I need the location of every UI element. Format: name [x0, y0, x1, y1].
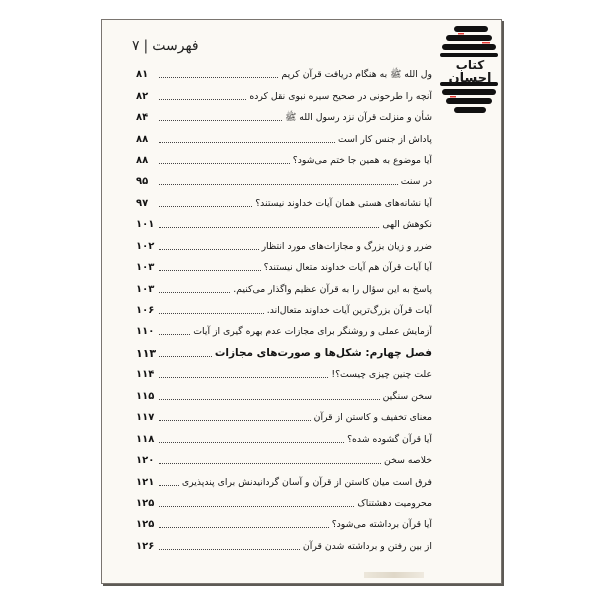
toc-entry-page: ۱۲۵ [136, 519, 155, 531]
toc-entry-title: نکوهش الهی [382, 219, 432, 231]
toc-entry-page: ۱۰۶ [136, 305, 155, 317]
toc-entry-title: از بین رفتن و برداشته شدن قرآن [302, 540, 432, 552]
toc-entry-title: آیا موضوع به همین جا ختم می‌شود؟ [292, 154, 432, 166]
page-smudge [364, 572, 424, 578]
toc-entry-title: خلاصه سخن [384, 455, 432, 467]
toc-leader-dots [159, 184, 398, 185]
toc-leader-dots [159, 227, 379, 228]
toc-entry [136, 493, 432, 514]
toc-entry-title: فصل چهارم: شکل‌ها و صورت‌های مجازات [214, 347, 432, 360]
toc-entry [136, 278, 432, 299]
running-header [132, 38, 199, 54]
toc-leader-dots [159, 356, 212, 357]
toc-entry-title: ضرر و زیان بزرگ و مجازات‌های مورد انتظار [261, 240, 432, 252]
toc-leader-dots [159, 463, 381, 464]
toc-entry-page: ۸۱ [136, 69, 149, 81]
toc-leader-dots [159, 249, 259, 250]
toc-leader-dots [159, 506, 354, 507]
toc-entry-page: ۱۲۵ [136, 497, 155, 509]
toc-entry-page: ۸۸ [136, 154, 149, 166]
toc-entry [136, 536, 432, 557]
toc-entry-title: آزمایش عملی و روشنگر برای مجازات عدم بهره گیری از آیات [193, 326, 432, 338]
toc-entry [136, 257, 432, 278]
toc-entry [136, 171, 432, 192]
toc-entry-title: پاداش از جنس کار است [337, 133, 432, 145]
toc-entry [136, 386, 432, 407]
toc-entry-title: آیا قرآن گشوده شده؟ [347, 433, 432, 445]
toc-entry-page: ۱۰۳ [136, 283, 155, 295]
toc-entry-title: آیات قرآن بزرگ‌ترین آیات خداوند متعال‌اند. [266, 305, 432, 317]
toc-chapter-entry [136, 343, 432, 364]
toc-entry-page: ۱۱۴ [136, 369, 155, 381]
toc-entry [136, 150, 432, 171]
toc-leader-dots [159, 99, 246, 100]
toc-entry-page: ۱۱۰ [136, 326, 155, 338]
toc-entry [136, 128, 432, 149]
toc-entry-page: ۱۲۱ [136, 476, 155, 488]
toc-leader-dots [159, 377, 328, 378]
logo-line-2: احسان [448, 71, 492, 86]
toc-entry-title: معنای تخفیف و کاستن از قرآن [313, 412, 432, 424]
toc-leader-dots [159, 120, 282, 121]
logo-line-1: کتاب [455, 58, 485, 72]
toc-entry-title: فرق است میان کاستن از قرآن و آسان گردانیدنش برای پندپذیری [181, 476, 432, 488]
toc-entry-page: ۹۵ [136, 176, 149, 188]
toc-leader-dots [159, 334, 190, 335]
header-separator: | [143, 38, 149, 54]
toc-leader-dots [159, 485, 179, 486]
toc-leader-dots [159, 527, 329, 528]
toc-entry [136, 407, 432, 428]
toc-entry-title: آیا نشانه‌های هستی همان آیات خداوند نیستند؟ [255, 197, 432, 209]
toc-entry-page: ۸۸ [136, 133, 149, 145]
toc-leader-dots [159, 313, 264, 314]
toc-entry-title: آنچه را طرحونی در صحیح سیره نبوی نقل کرده [249, 90, 432, 102]
publisher-logo-text [440, 58, 500, 86]
toc-entry-title: آیا آیات قرآن هم آیات خداوند متعال نیستند؟ [263, 262, 432, 274]
header-title: فهرست [152, 38, 199, 54]
toc-leader-dots [159, 442, 344, 443]
toc-entry [136, 193, 432, 214]
toc-leader-dots [159, 163, 290, 164]
toc-entry-page: ۸۲ [136, 90, 149, 102]
toc-leader-dots [159, 270, 261, 271]
book-page [101, 19, 502, 584]
toc-entry [136, 450, 432, 471]
toc-entry-title: آیا قرآن برداشته می‌شود؟ [331, 519, 432, 531]
toc-leader-dots [159, 399, 380, 400]
toc-entry-title: علت چنین چیزی چیست؟! [331, 369, 432, 381]
toc-entry [136, 236, 432, 257]
toc-leader-dots [159, 142, 335, 143]
toc-entry-page: ۱۱۵ [136, 390, 155, 402]
toc-entry-page: ۱۲۰ [136, 455, 155, 467]
toc-entry-title: سخن سنگین [382, 390, 432, 402]
toc-leader-dots [159, 549, 300, 550]
toc-entry-page: ۱۲۶ [136, 540, 155, 552]
toc-entry [136, 321, 432, 342]
toc-entry-title: محرومیت دهشتناک [357, 497, 432, 509]
toc-leader-dots [159, 420, 311, 421]
toc-entry [136, 64, 432, 85]
header-page-number: ۷ [132, 38, 140, 54]
toc-entry [136, 107, 432, 128]
toc-entry [136, 85, 432, 106]
toc-entry-page: ۹۷ [136, 197, 149, 209]
toc-entry [136, 428, 432, 449]
toc-entry-page: ۱۰۱ [136, 219, 155, 231]
toc-entry-page: ۱۱۳ [136, 346, 157, 360]
toc-leader-dots [159, 206, 252, 207]
toc-entry [136, 364, 432, 385]
toc-entry [136, 471, 432, 492]
toc-entry-title: در سنت [400, 176, 432, 188]
toc-entry-title: شأن و منزلت قرآن نزد رسول الله ﷺ [285, 111, 432, 123]
toc-leader-dots [159, 77, 278, 78]
toc-entry-page: ۱۱۷ [136, 412, 155, 424]
toc-entry-page: ۸۴ [136, 112, 149, 124]
table-of-contents [136, 64, 432, 557]
toc-entry-page: ۱۰۳ [136, 262, 155, 274]
toc-entry-page: ۱۰۲ [136, 240, 155, 252]
toc-entry [136, 514, 432, 535]
toc-entry [136, 300, 432, 321]
toc-leader-dots [159, 292, 230, 293]
toc-entry [136, 214, 432, 235]
toc-entry-title: پاسخ به این سؤال را به قرآن عظیم واگذار می‌کنیم. [233, 283, 432, 295]
toc-entry-title: ول الله ﷺ به هنگام دریافت قرآن کریم [281, 68, 432, 80]
toc-entry-page: ۱۱۸ [136, 433, 155, 445]
